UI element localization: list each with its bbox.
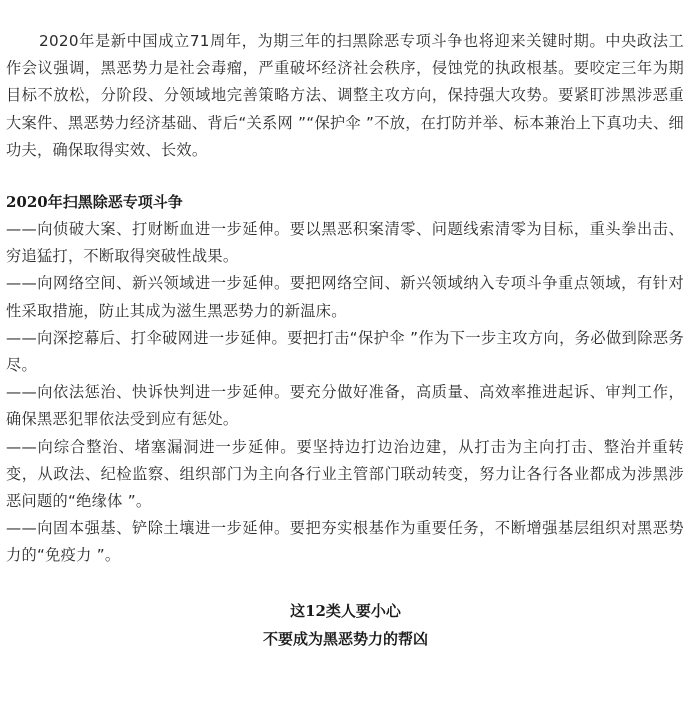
article-body bbox=[6, 28, 684, 570]
list-item: ——向综合整治、堵塞漏洞进一步延伸。要坚持边打边治边建，从打击为主向打击、整治并重转变，从政法、纪检监察、组织部门为主向各行业主管部门联动转变，努力让各行各业都成为涉黑涉恶问题的“绝缘体 ”。 bbox=[6, 437, 684, 511]
closing-heading bbox=[0, 597, 691, 653]
list-item: ——向依法惩治、快诉快判进一步延伸。要充分做好准备，高质量、高效率推进起诉、审判工作，确保黑恶犯罪依法受到应有惩处。 bbox=[6, 383, 684, 429]
section-title: 2020年扫黑除恶专项斗争 bbox=[6, 193, 183, 212]
list-item: ——向网络空间、新兴领域进一步延伸。要把网络空间、新兴领域纳入专项斗争重点领域，有针对性采取措施，防止其成为滋生黑恶势力的新温床。 bbox=[6, 274, 684, 320]
closing-heading-line-2: 不要成为黑恶势力的帮凶 bbox=[262, 630, 428, 648]
list-item: ——向固本强基、铲除土壤进一步延伸。要把夯实根基作为重要任务，不断增强基层组织对黑恶势力的“免疫力 ”。 bbox=[6, 519, 684, 565]
intro-paragraph: 2020年是新中国成立71周年，为期三年的扫黑除恶专项斗争也将迎来关键时期。中央政法工作会议强调，黑恶势力是社会毒瘤，严重破坏经济社会秩序，侵蚀党的执政根基。要咬定三年为期目标不放松，分阶段、分领域地完善策略方法、调整主攻方向，保持强大攻势。要紧盯涉黑涉恶重大案件、黑恶势力经济基础、背后“关系网 ”“保护伞 ”不放，在打防并举、标本兼治上下真功夫、细功夫，确保取得实效、长效。 bbox=[6, 32, 684, 159]
list-item: ——向侦破大案、打财断血进一步延伸。要以黑恶积案清零、问题线索清零为目标，重头拳出击、穷追猛打，不断取得突破性战果。 bbox=[6, 220, 684, 266]
list-item: ——向深挖幕后、打伞破网进一步延伸。要把打击“保护伞 ”作为下一步主攻方向，务必做到除恶务尽。 bbox=[6, 328, 684, 375]
closing-heading-line-1: 这12类人要小心 bbox=[290, 602, 401, 620]
